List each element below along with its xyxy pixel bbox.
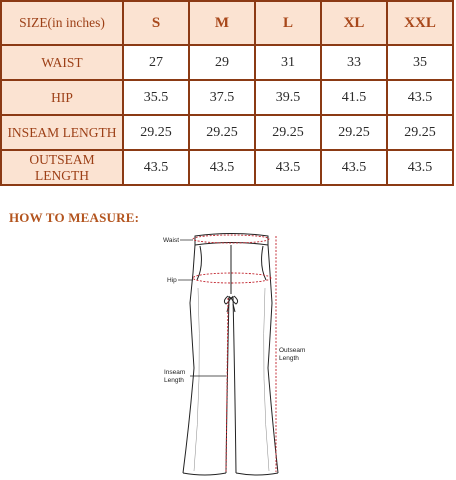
row-label-waist: WAIST [1, 45, 123, 80]
table-cell: 27 [123, 45, 189, 80]
table-cell: 43.5 [387, 150, 453, 185]
table-cell: 43.5 [387, 80, 453, 115]
table-cell: 43.5 [123, 150, 189, 185]
table-cell: 33 [321, 45, 387, 80]
table-cell: 29.25 [387, 115, 453, 150]
table-row [1, 115, 453, 150]
table-row [1, 80, 453, 115]
row-label-inseam: INSEAM LENGTH [1, 115, 123, 150]
row-label-outseam: OUTSEAM LENGTH [1, 150, 123, 185]
inseam-label-1: Inseam [164, 369, 186, 376]
table-cell: 31 [255, 45, 321, 80]
row-label-hip: HIP [1, 80, 123, 115]
pants-outline [183, 234, 278, 476]
table-cell: 29.25 [321, 115, 387, 150]
table-cell: 29.25 [123, 115, 189, 150]
table-cell: 35.5 [123, 80, 189, 115]
size-xl: XL [321, 1, 387, 45]
size-xxl: XXL [387, 1, 453, 45]
waist-label: Waist [163, 237, 180, 244]
inseam-label-2: Length [164, 377, 184, 384]
table-cell: 29.25 [255, 115, 321, 150]
table-cell: 43.5 [255, 150, 321, 185]
how-to-measure-heading: HOW TO MEASURE: [9, 210, 140, 225]
size-m: M [189, 1, 255, 45]
table-row [1, 45, 453, 80]
size-l: L [255, 1, 321, 45]
table-cell: 43.5 [189, 150, 255, 185]
size-header-row [1, 1, 453, 45]
table-cell: 29 [189, 45, 255, 80]
size-chart-table [0, 0, 454, 186]
hip-measure-line [193, 273, 271, 283]
table-cell: 29.25 [189, 115, 255, 150]
table-cell: 39.5 [255, 80, 321, 115]
header-label: SIZE(in inches) [1, 1, 123, 45]
outseam-label-2: Length [279, 355, 299, 362]
pants-measure-diagram [150, 228, 310, 480]
table-cell: 35 [387, 45, 453, 80]
table-row [1, 150, 453, 185]
table-cell: 37.5 [189, 80, 255, 115]
table-cell: 43.5 [321, 150, 387, 185]
hip-label: Hip [167, 277, 177, 284]
waist-measure-line [193, 235, 269, 243]
table-cell: 41.5 [321, 80, 387, 115]
size-s: S [123, 1, 189, 45]
outseam-label-1: Outseam [279, 347, 306, 354]
